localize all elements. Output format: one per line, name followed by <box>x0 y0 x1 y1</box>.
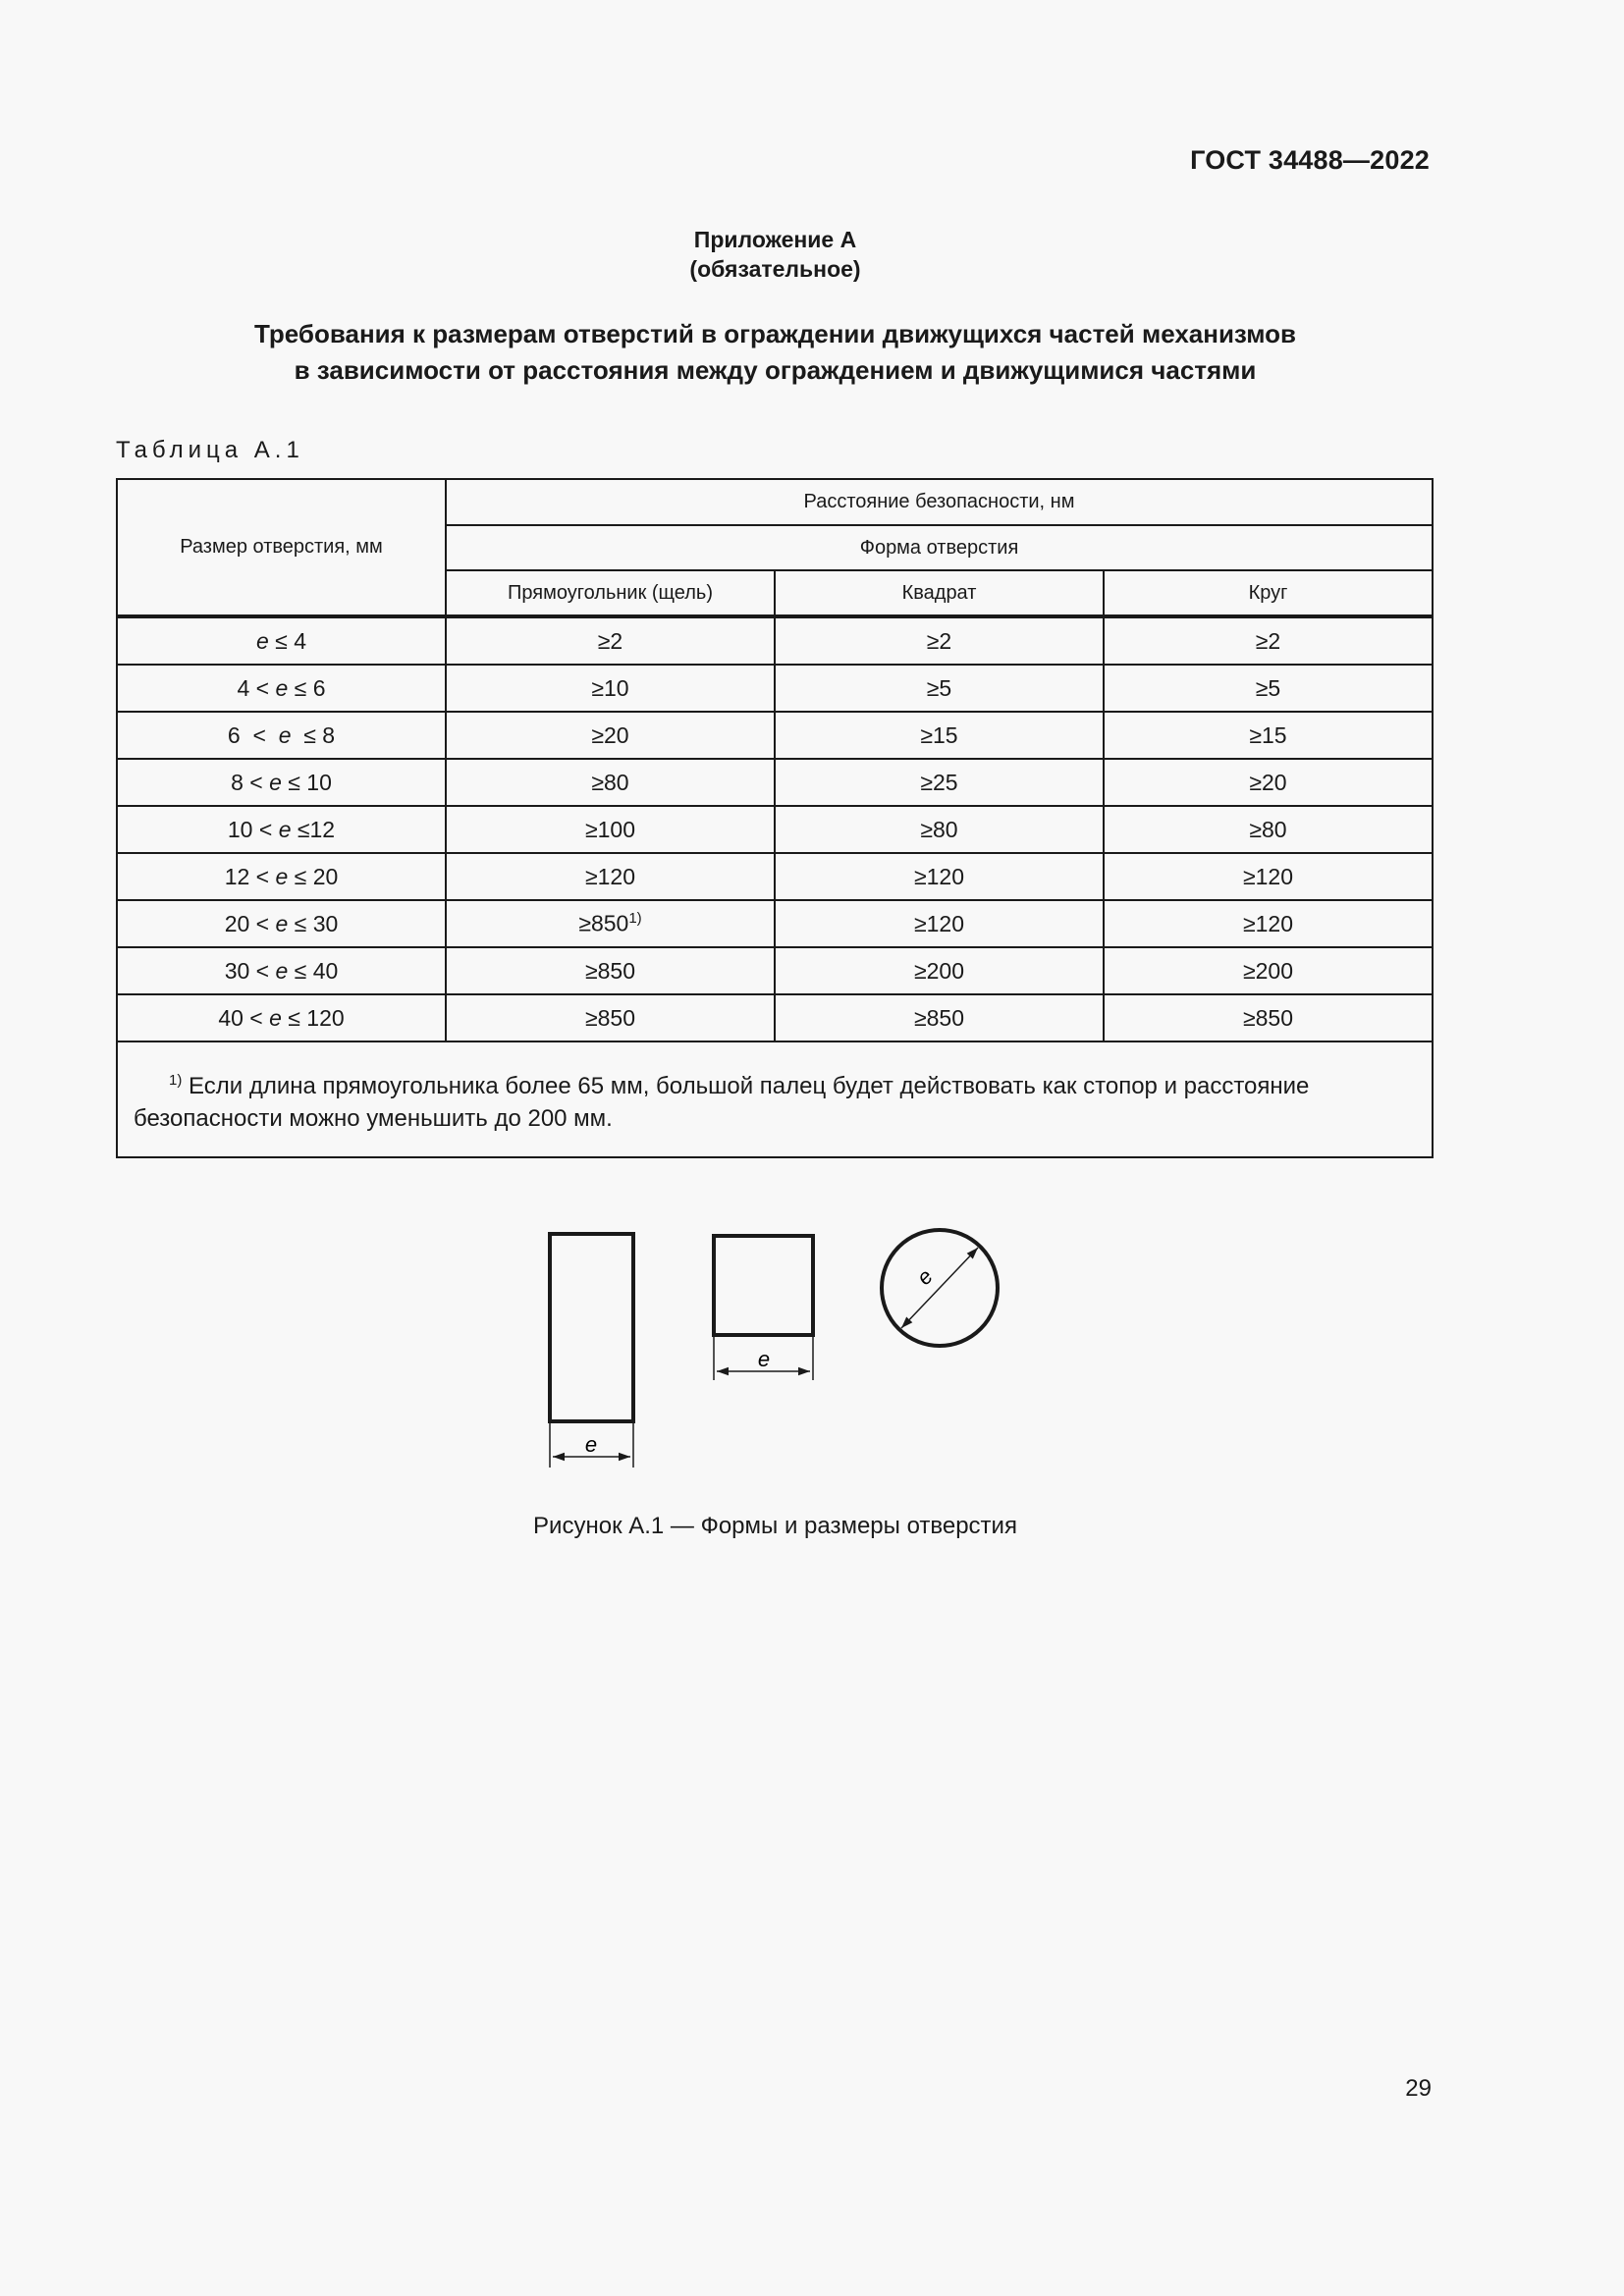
size-suffix: ≤ 30 <box>288 910 339 936</box>
cell-square: ≥5 <box>775 665 1104 712</box>
rect-value: ≥80 <box>591 769 629 795</box>
size-variable: e <box>275 674 289 701</box>
cell-circle: ≥2 <box>1104 616 1433 665</box>
size-suffix: ≤12 <box>291 816 336 842</box>
size-variable: e <box>275 910 289 936</box>
size-prefix: 10 < <box>227 816 279 842</box>
cell-circle: ≥200 <box>1104 947 1433 994</box>
header-circle: Круг <box>1104 570 1433 616</box>
size-variable: e <box>269 1004 282 1031</box>
rect-value: ≥100 <box>585 816 635 842</box>
size-prefix: 40 < <box>218 1004 270 1031</box>
rectangle-shape <box>550 1234 633 1468</box>
table-caption: Таблица А.1 <box>116 437 304 463</box>
cell-square: ≥80 <box>775 806 1104 853</box>
size-variable: e <box>278 721 292 748</box>
size-suffix: ≤ 40 <box>288 957 339 984</box>
cell-square: ≥200 <box>775 947 1104 994</box>
size-suffix: ≤ 4 <box>268 627 306 654</box>
section-title-line2: в зависимости от расстояния между ограждением и движущимися частями <box>294 355 1257 385</box>
cell-circle: ≥15 <box>1104 712 1433 759</box>
cell-square: ≥15 <box>775 712 1104 759</box>
size-variable: e <box>256 627 269 654</box>
size-prefix: 8 < <box>231 769 270 795</box>
rect-dimension-label: e <box>584 1432 598 1457</box>
size-variable: e <box>269 769 282 795</box>
size-variable: e <box>275 957 289 984</box>
header-safety-distance: Расстояние безопасности, нм <box>446 479 1433 525</box>
rect-value: ≥120 <box>585 863 635 889</box>
cell-circle: ≥5 <box>1104 665 1433 712</box>
cell-square: ≥120 <box>775 853 1104 900</box>
size-prefix: 4 < <box>237 674 276 701</box>
square-shape <box>714 1236 813 1380</box>
square-dimension-label: e <box>757 1347 771 1371</box>
appendix-title: Приложение А <box>693 227 857 252</box>
circle-dimension-label: e <box>911 1263 938 1290</box>
footnote-ref: 1) <box>628 910 642 928</box>
document-code: ГОСТ 34488—2022 <box>1190 145 1430 175</box>
cell-circle: ≥120 <box>1104 900 1433 947</box>
footnote-text: Если длина прямоугольника более 65 мм, большой палец будет действовать как стопор и расстояние безопасности можно уменьшить до 200 мм. <box>134 1073 1310 1132</box>
size-suffix: ≤ 20 <box>288 863 339 889</box>
page-number: 29 <box>1405 2075 1432 2102</box>
size-suffix: ≤ 120 <box>281 1004 345 1031</box>
rect-value: ≥20 <box>591 721 629 748</box>
size-prefix: 6 < <box>227 721 279 748</box>
size-variable: e <box>275 863 289 889</box>
cell-circle: ≥80 <box>1104 806 1433 853</box>
cell-square: ≥25 <box>775 759 1104 806</box>
header-rectangle: Прямоугольник (щель) <box>446 570 775 616</box>
header-opening-size: Размер отверстия, мм <box>117 479 446 616</box>
cell-square: ≥2 <box>775 616 1104 665</box>
size-prefix: 20 < <box>224 910 276 936</box>
size-suffix: ≤ 10 <box>281 769 332 795</box>
size-variable: e <box>278 816 292 842</box>
cell-circle: ≥120 <box>1104 853 1433 900</box>
size-suffix: ≤ 8 <box>291 721 336 748</box>
cell-square: ≥850 <box>775 994 1104 1041</box>
cell-circle: ≥20 <box>1104 759 1433 806</box>
rect-value: ≥850 <box>585 1004 635 1031</box>
circle-shape <box>882 1230 998 1346</box>
footnote-mark: 1) <box>169 1072 183 1089</box>
cell-circle: ≥850 <box>1104 994 1433 1041</box>
size-prefix: 12 < <box>224 863 276 889</box>
figure-caption: Рисунок А.1 — Формы и размеры отверстия <box>533 1513 1017 1539</box>
size-prefix: 30 < <box>224 957 276 984</box>
header-opening-shape: Форма отверстия <box>446 525 1433 570</box>
rect-value: ≥850 <box>578 910 629 936</box>
cell-square: ≥120 <box>775 900 1104 947</box>
rect-value: ≥850 <box>585 957 635 984</box>
size-suffix: ≤ 6 <box>288 674 326 701</box>
section-title-line1: Требования к размерам отверстий в ограждении движущихся частей механизмов <box>254 319 1296 348</box>
rect-value: ≥2 <box>597 627 623 654</box>
header-square: Квадрат <box>775 570 1104 616</box>
appendix-status: (обязательное) <box>689 256 861 282</box>
rect-value: ≥10 <box>591 674 629 701</box>
